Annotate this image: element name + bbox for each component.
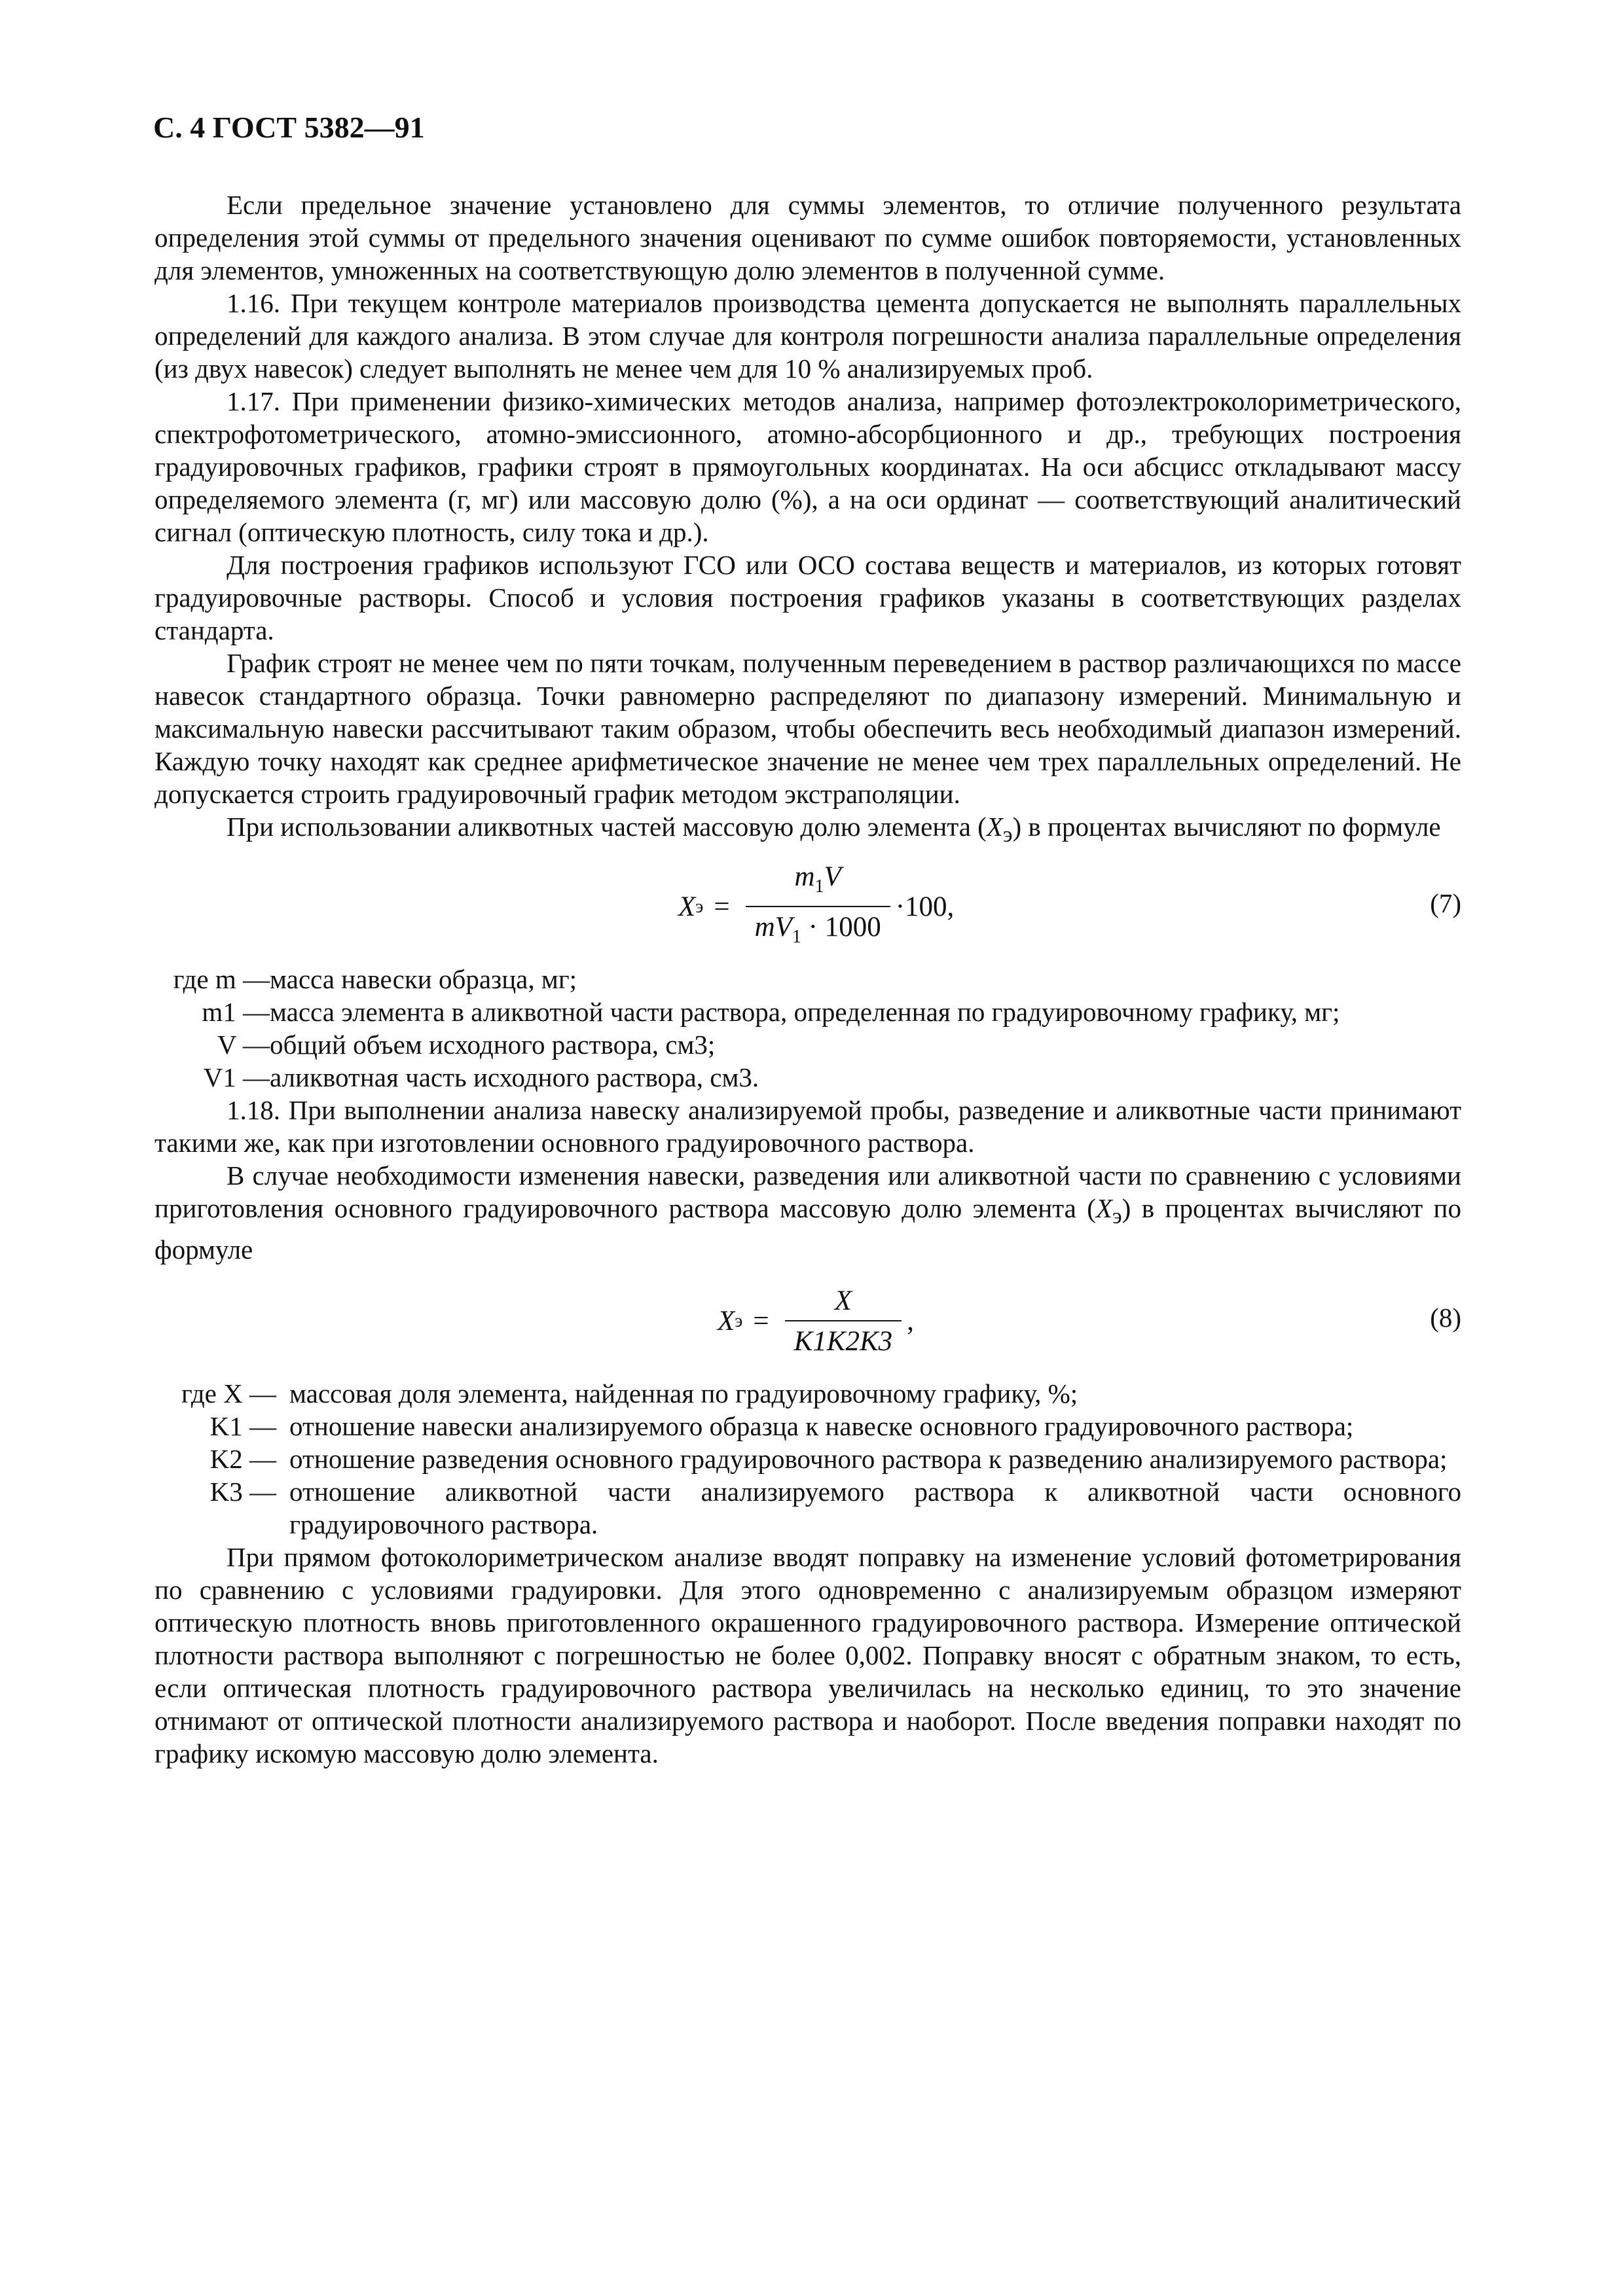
paragraph: 1.17. При применении физико-химических методов анализа, например фотоэлектроколориметрического, спектрофотометрического, атомно-эмиссионного, атомно-абсорбционного и др., требующих построения градуировочных графиков, графики строят в прямоугольных координатах. На оси абсцисс откладывают массу определяемого элемента (г, мг) или массовую долю (%), а на оси ординат — соответствующий аналитический сигнал (оптическую плотность, силу тока и др.). <box>155 386 1461 547</box>
definition-row: K2 — отношение разведения основного градуировочного раствора к разведению анализируемого раствора; <box>210 1444 1448 1475</box>
paragraph: При прямом фотоколориметрическом анализе вводят поправку на изменение условий фотометрирования по сравнению с условиями градуировки. Для этого одновременно с анализируемым образцом измеряют оптическую плотность вновь приготовленного окрашенного градуировочного раствора. Измерение оптической плотности раствора выполняют с погрешностью не более 0,002. Поправку вносят с обратным знаком, то есть, если оптическая плотность градуировочного раствора увеличилась на несколько единиц, то это значение отнимают от оптической плотности анализируемого раствора и наоборот. После введения поправки находят по графику искомую массовую долю элемента. <box>155 1542 1461 1769</box>
definition-row: K1 — отношение навески анализируемого образца к навеске основного градуировочного раствора; <box>210 1411 1354 1442</box>
paragraph-x-intro-2: В случае необходимости изменения навески, разведения или аликвотной части по сравнению с условиями приготовления основного градуировочного раствора массовую долю элемента $(X_э)$ в процентах вычисляют по формуле <box>155 1160 1461 1265</box>
equation-number: (7) <box>1430 888 1461 919</box>
paragraph: График строят не менее чем по пяти точкам, полученным переведением в раствор различающихся по массе навесок стандартного образца. Точки равномерно распределяют по диапазону измерений. Минимальную и максимальную навески рассчитывают таким образом, чтобы обеспечить весь необходимый диапазон измерений. Каждую точку находят как среднее арифметическое значение не менее чем трех параллельных определений. Не допускается строить градуировочный график методом экстраполяции. <box>155 648 1461 809</box>
definition-row: где X — массовая доля элемента, найденная по градуировочному графику, %; <box>181 1378 1078 1409</box>
variable-definitions-2 <box>155 1377 1461 1541</box>
definition-row: где m — масса навески образца, мг; <box>173 964 577 995</box>
page-header: С. 4 ГОСТ 5382—91 <box>153 111 425 144</box>
equation-number: (8) <box>1430 1302 1461 1333</box>
paragraph-x-intro: При использовании аликвотных частей массовую долю элемента $(X_э)$ в процентах вычисляют по формуле <box>227 812 1441 848</box>
definition-row: m1 — масса элемента в аликвотной части раствора, определенная по градуировочному графику, мг; <box>202 997 1340 1028</box>
definition-row: V — общий объем исходного раствора, см3; <box>217 1030 716 1060</box>
paragraph: 1.16. При текущем контроле материалов производства цемента допускается не выполнять параллельных определений для каждого анализа. В этом случае для контроля погрешности анализа параллельные определения (из двух навесок) следует выполнять не менее чем для 10 % анализируемых проб. <box>155 288 1461 384</box>
variable-definitions-1 <box>155 963 1461 1094</box>
paragraph: Если предельное значение установлено для суммы элементов, то отличие полученного результата определения этой суммы от предельного значения оценивают по сумме ошибок повторяемости, установленных для элементов, умноженных на соответствующую долю элементов в полученной сумме. <box>155 190 1461 285</box>
fraction: $\frac{X}{K1K2K3}$ <box>785 1285 902 1358</box>
definition-row: V1 — аликвотная часть исходного раствора, см3. <box>203 1062 759 1093</box>
fraction: $\frac{m_1V}{mV_1 \cdot 1000}$ <box>746 861 890 954</box>
paragraph: 1.18. При выполнении анализа навеску анализируемой пробы, разведение и аликвотные части принимают такими же, как при изготовлении основного градуировочного раствора. <box>155 1095 1461 1158</box>
document-body <box>155 188 1461 1770</box>
definition-row: K3 — отношение аликвотной части анализируемого раствора к аликвотной части основного градуировочного раствора. <box>210 1477 1461 1540</box>
formula-7: X э = $\frac{m_1V}{mV_1 \cdot 1000}$ ·100, (7) <box>155 858 1461 956</box>
formula-8: X э = $\frac{X}{K1K2K3}$ , (8) <box>718 1285 1461 1357</box>
paragraph: Для построения графиков используют ГСО или ОСО состава веществ и материалов, из которых готовят градуировочные растворы. Способ и условия построения графиков указаны в соответствующих разделах стандарта. <box>155 550 1461 645</box>
